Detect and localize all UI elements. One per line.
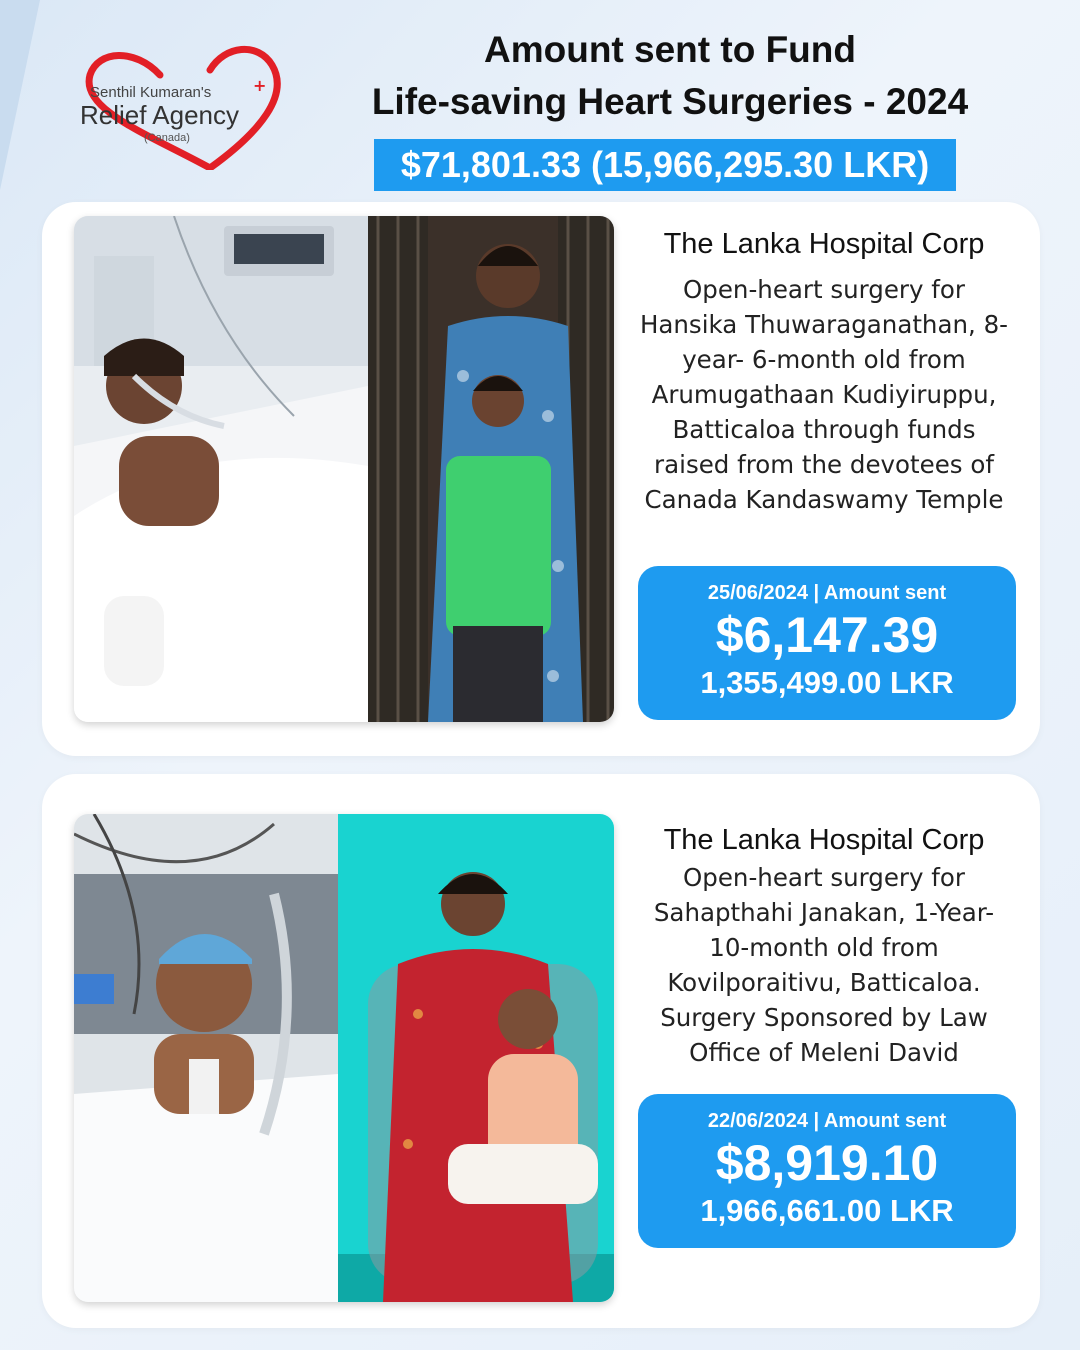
amount-date: 25/06/2024 | Amount sent (707, 582, 947, 604)
hospital-photo (74, 814, 338, 1302)
page-title-line1: Amount sent to Fund (484, 29, 856, 70)
logo-text-line3: (Canada) (144, 132, 190, 144)
page-title-line2: Life-saving Heart Surgeries - 2024 (371, 81, 969, 122)
page-title (330, 24, 1010, 128)
case-description: Open-heart surgery for Sahapthahi Janakan, 1-Year-10-month old from Kovilporaitivu, Batticaloa. Surgery Sponsored by Law Office of Meleni David (653, 863, 995, 1067)
background-corner (0, 0, 40, 190)
case-card-2 (42, 774, 1040, 1328)
family-photo (368, 216, 614, 722)
hospital-name: The Lanka Hospital Corp (663, 824, 985, 856)
family-photo (338, 814, 614, 1302)
amount-sent-box (638, 566, 1016, 720)
case-description: Open-heart surgery for Hansika Thuwaraganathan, 8-year- 6-month old from Arumugathaan Kudiyiruppu, Batticaloa through funds raised from the devotees of Canada Kandaswamy Temple (639, 275, 1009, 514)
plus-icon: + (253, 76, 267, 95)
hospital-name: The Lanka Hospital Corp (663, 228, 985, 260)
total-amount-banner: $71,801.33 (15,966,295.30 LKR) (374, 139, 956, 191)
logo-text-line2: Relief Agency (80, 100, 239, 130)
case-card-1 (42, 202, 1040, 756)
case-photos-1 (74, 216, 614, 722)
amount-usd: $8,919.10 (715, 1135, 939, 1191)
amount-lkr: 1,355,499.00 LKR (700, 665, 954, 700)
case-photos-2 (74, 814, 614, 1302)
agency-logo (60, 40, 290, 170)
amount-usd: $6,147.39 (715, 607, 939, 663)
amount-date: 22/06/2024 | Amount sent (707, 1110, 947, 1132)
logo-text-line1: Senthil Kumaran's (90, 84, 212, 101)
amount-sent-box (638, 1094, 1016, 1248)
hospital-photo (74, 216, 368, 722)
amount-lkr: 1,966,661.00 LKR (700, 1193, 954, 1228)
